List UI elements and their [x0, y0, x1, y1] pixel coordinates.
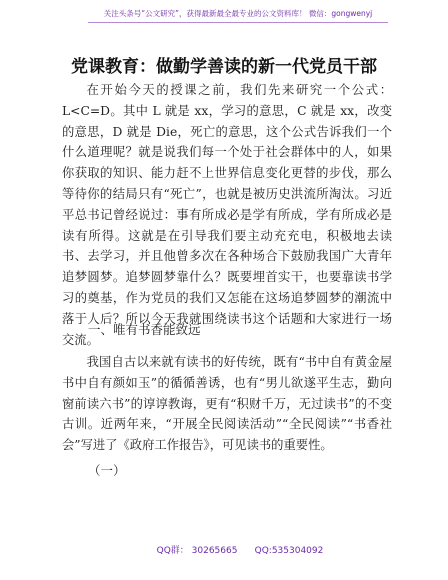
sub-heading: （一） — [88, 463, 126, 478]
document-title: 党课教育：做勤学善读的新一代党员干部 — [71, 57, 377, 77]
footer-contact: QQ群： 30265665 QQ:535304092 — [156, 546, 324, 556]
paragraph-1: 在开始今天的授课之前，我们先来研究一个公式：L<C=D。其中 L 就是 xx，学习的意思，C 就是 xx，改变的意思，D 就是 Die，死亡的意思，这个公式告诉我们一个什么道理呢？就是说我们每一个处于社会群体中的人，如果你获取的知识、能力赶不上世界信息变化更替的步伐，那么等待你的结局只有“死亡”，也就是被历史洪流所淘汰。习近平总书记曾经说过：事有所成必是学有所成，学有所成必是读有所得。这就是在引导我们要主动充充电，积极地去读书、去学习，并且他曾多次在各种场合下鼓励我国广大青年追梦圆梦。追梦圆梦靠什么？既要埋首实干，也要靠读书学习的奠基，作为党员的我们又怎能在这场追梦圆梦的潮流中落于人后？所以今天我就围绕读书这个话题和大家进行一场交流。 — [62, 83, 392, 347]
paragraph-2: 我国自古以来就有读书的好传统，既有“书中自有黄金屋书中自有颜如玉”的循循善诱，也有“男儿欲遂平生志，勤向窗前读六书”的谆谆教诲，更有“积财千万，无过读书”的不变古训。近两年来，“开展全民阅读活动”“全民阅读”“书香社会”写进了《政府工作报告》，可见读书的重要性。 — [62, 355, 392, 453]
header-banner: 关注头条号“公文研究”，获得最新最全最专业的公文资料库！ 微信：gongwenyj — [88, 8, 388, 23]
section-heading: 一、唯有书香能致远 — [88, 322, 201, 337]
